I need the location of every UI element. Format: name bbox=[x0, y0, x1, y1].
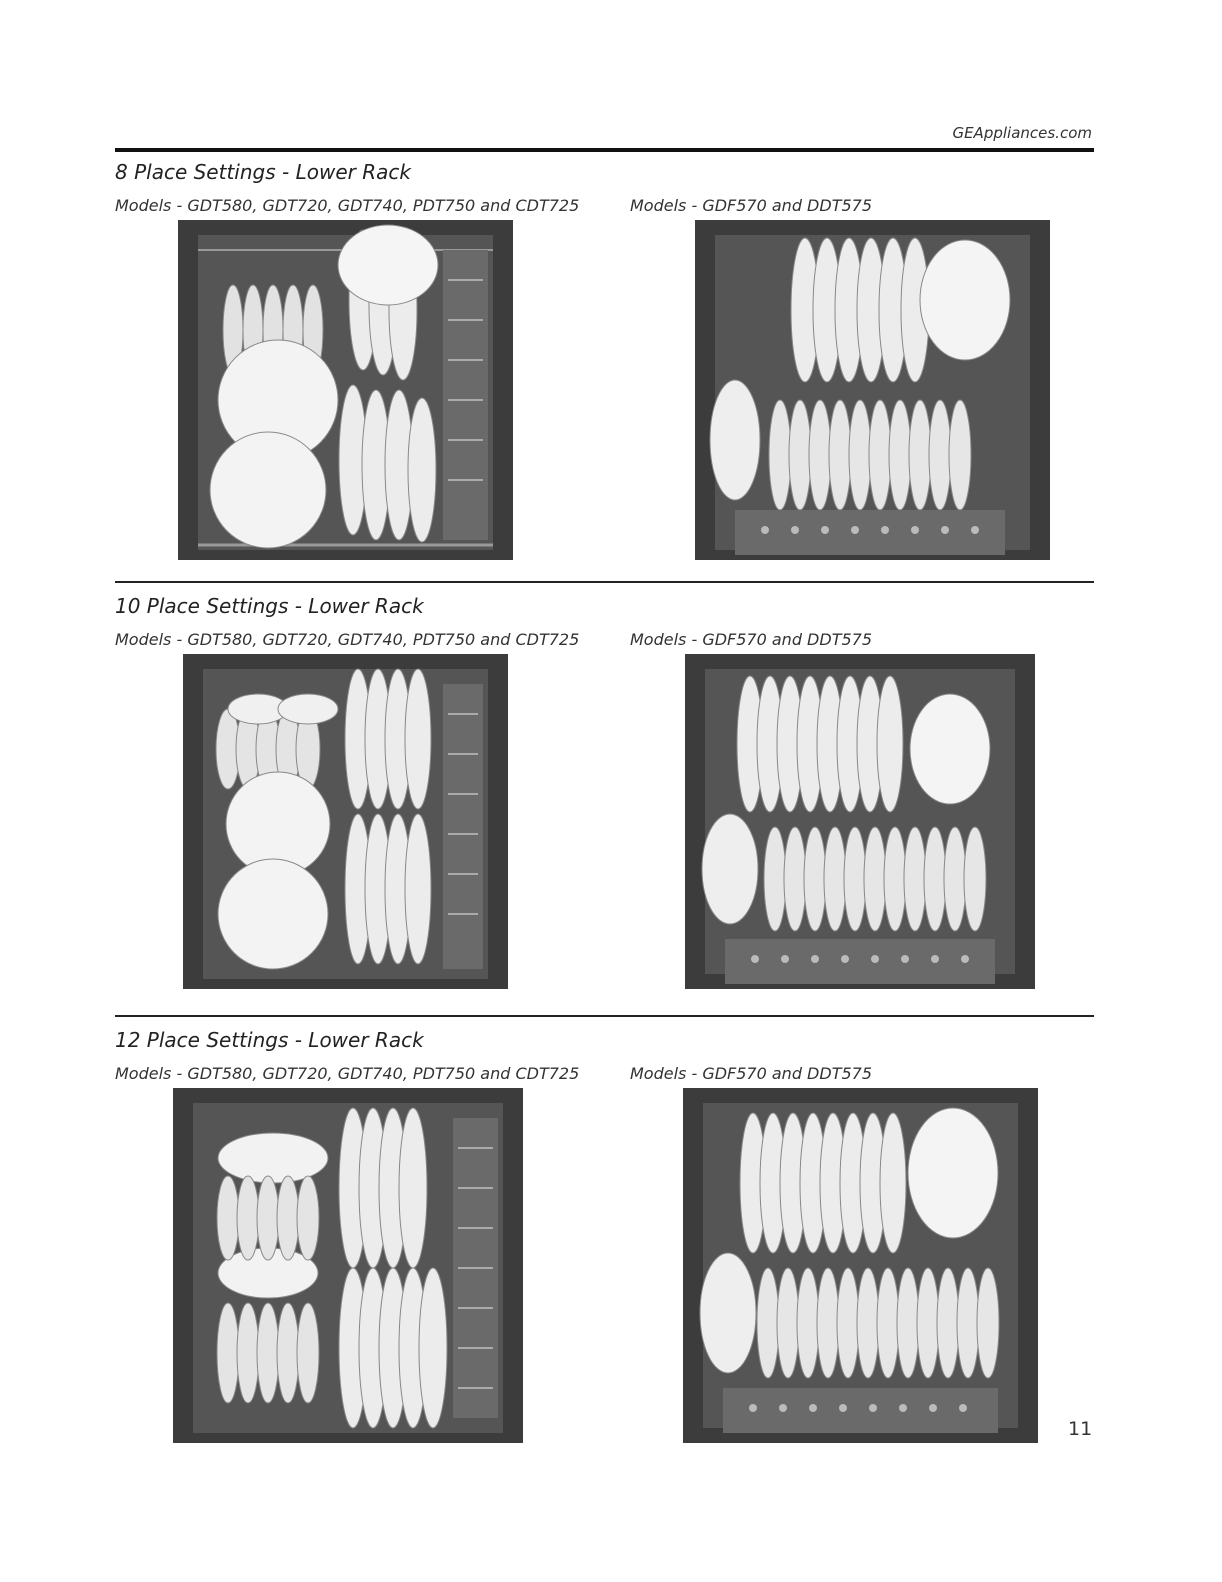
section-title: 8 Place Settings - Lower Rack bbox=[115, 160, 411, 184]
header-rule bbox=[115, 148, 1094, 152]
right-models-caption: Models - GDF570 and DDT575 bbox=[630, 1064, 873, 1083]
page-number: 11 bbox=[1068, 1418, 1093, 1440]
right-models-caption: Models - GDF570 and DDT575 bbox=[630, 630, 873, 649]
left-models-caption: Models - GDT580, GDT720, GDT740, PDT750 and CDT725 bbox=[115, 630, 580, 649]
dishwasher-photo-left bbox=[178, 220, 513, 560]
site-url: GEAppliances.com bbox=[952, 124, 1092, 142]
dishwasher-photo-right bbox=[683, 1088, 1038, 1443]
dishwasher-photo-left bbox=[183, 654, 508, 989]
section-divider bbox=[115, 1015, 1094, 1017]
right-models-caption: Models - GDF570 and DDT575 bbox=[630, 196, 873, 215]
dishwasher-photo-right bbox=[695, 220, 1050, 560]
section-title: 12 Place Settings - Lower Rack bbox=[115, 1028, 424, 1052]
left-models-caption: Models - GDT580, GDT720, GDT740, PDT750 and CDT725 bbox=[115, 196, 580, 215]
section-title: 10 Place Settings - Lower Rack bbox=[115, 594, 424, 618]
dishwasher-photo-right bbox=[685, 654, 1035, 989]
left-models-caption: Models - GDT580, GDT720, GDT740, PDT750 and CDT725 bbox=[115, 1064, 580, 1083]
dishwasher-photo-left bbox=[173, 1088, 523, 1443]
section-divider bbox=[115, 581, 1094, 583]
